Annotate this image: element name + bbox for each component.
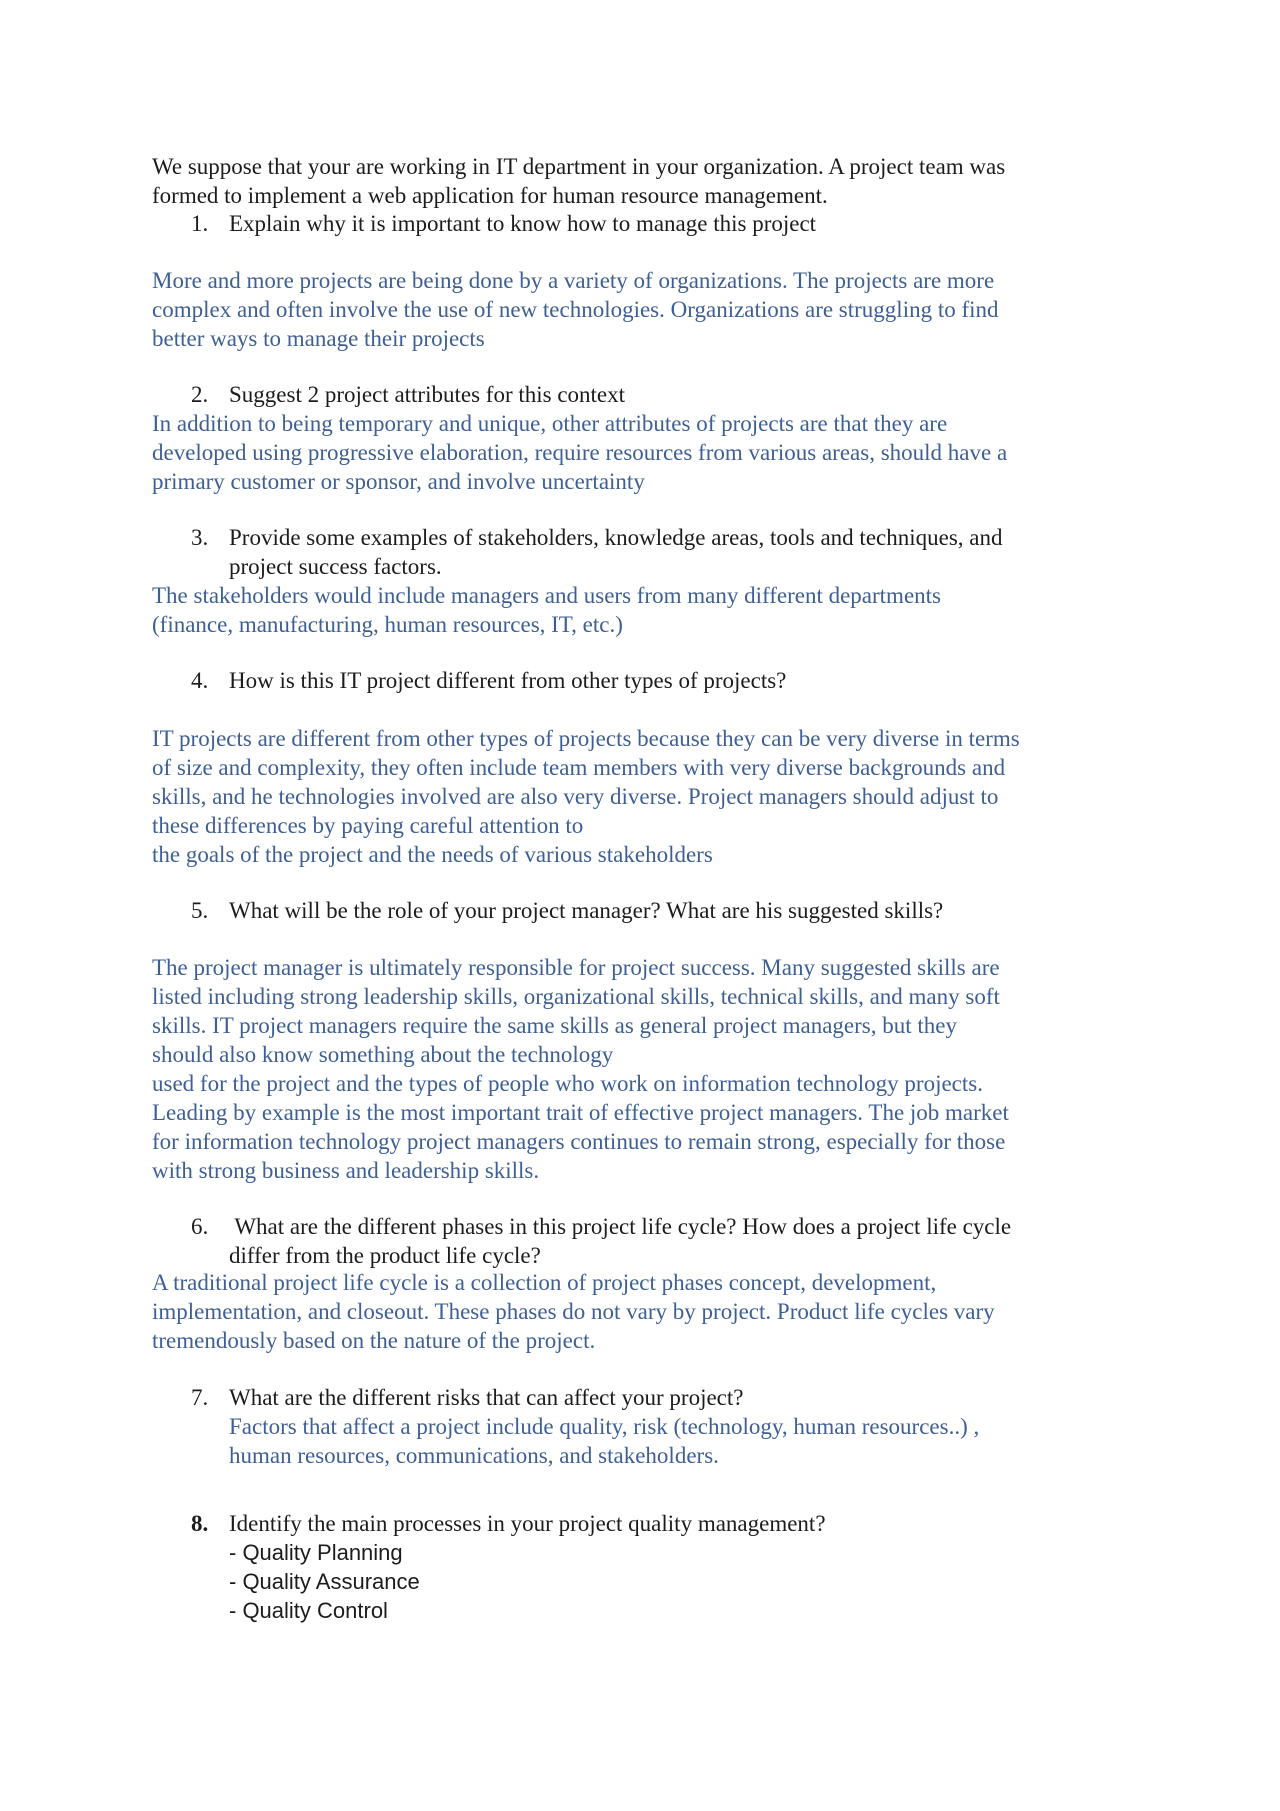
question-number: 3. (191, 525, 209, 550)
question-text: Identify the main processes in your project quality management? (229, 1511, 826, 1536)
answer-line: of size and complexity, they often include team members with very diverse backgrounds and (152, 755, 1006, 780)
answer-6 (152, 1268, 995, 1355)
answer-7 (229, 1412, 979, 1470)
question-text: differ from the product life cycle? (229, 1243, 541, 1268)
question-4 (191, 666, 787, 695)
answer-line: these differences by paying careful attention to (152, 813, 584, 838)
question-number: 5. (191, 898, 209, 923)
answer-line: primary customer or sponsor, and involve uncertainty (152, 469, 645, 494)
answer-line: used for the project and the types of people who work on information technology projects. (152, 1071, 983, 1096)
answer-line: complex and often involve the use of new technologies. Organizations are struggling to find (152, 297, 999, 322)
intro-line: formed to implement a web application for human resource management. (152, 183, 828, 208)
question-text: Explain why it is important to know how to manage this project (229, 211, 817, 236)
answer-line: Factors that affect a project include quality, risk (technology, human resources..) , (229, 1414, 980, 1439)
answer-line: In addition to being temporary and unique, other attributes of projects are that they are (152, 411, 948, 436)
answer-line: implementation, and closeout. These phases do not vary by project. Product life cycles vary (152, 1299, 995, 1324)
answer-line: The stakeholders would include managers and users from many different departments (152, 583, 941, 608)
answer-line: better ways to manage their projects (152, 326, 485, 351)
question-number: 7. (191, 1385, 209, 1410)
question-number: 6. (191, 1214, 209, 1239)
answer-line: skills. IT project managers require the same skills as general project managers, but they (152, 1013, 957, 1038)
question-text: Suggest 2 project attributes for this context (229, 382, 626, 407)
question-number: 4. (191, 668, 209, 693)
question-1 (191, 209, 817, 238)
list-item: - Quality Planning (229, 1540, 403, 1565)
answer-1 (152, 266, 999, 353)
question-text: project success factors. (229, 554, 442, 579)
answer-line: skills, and he technologies involved are also very diverse. Project managers should adjust to (152, 784, 999, 809)
answer-line: tremendously based on the nature of the project. (152, 1328, 596, 1353)
answer-2 (152, 409, 1007, 496)
question-8 (191, 1509, 826, 1538)
answer-line: Leading by example is the most important trait of effective project managers. The job market (152, 1100, 1009, 1125)
answer-line: the goals of the project and the needs of various stakeholders (152, 842, 713, 867)
question-7 (191, 1383, 744, 1412)
answer-line: (finance, manufacturing, human resources, IT, etc.) (152, 612, 623, 637)
question-text: What will be the role of your project manager? What are his suggested skills? (229, 898, 944, 923)
question-text: Provide some examples of stakeholders, knowledge areas, tools and techniques, and (229, 525, 1003, 550)
intro-line: We suppose that your are working in IT department in your organization. A project team was (152, 154, 1006, 179)
question-5 (191, 896, 944, 925)
question-text: How is this IT project different from other types of projects? (229, 668, 787, 693)
question-6 (191, 1212, 1012, 1270)
question-number: 1. (191, 211, 209, 236)
answer-line: with strong business and leadership skills. (152, 1158, 540, 1183)
answer-line: should also know something about the technology (152, 1042, 614, 1067)
answer-3 (152, 581, 941, 639)
answer-line: human resources, communications, and stakeholders. (229, 1443, 719, 1468)
answer-5 (152, 953, 1009, 1185)
question-text: What are the different phases in this project life cycle? How does a project life cycle (229, 1214, 1012, 1239)
list-item: - Quality Assurance (229, 1569, 420, 1594)
question-text: What are the different risks that can affect your project? (229, 1385, 744, 1410)
answer-line: for information technology project managers continues to remain strong, especially for those (152, 1129, 1006, 1154)
answer-line: developed using progressive elaboration, require resources from various areas, should have a (152, 440, 1008, 465)
question-3 (191, 523, 1003, 581)
answer-line: IT projects are different from other types of projects because they can be very diverse in terms (152, 726, 1020, 751)
question-number: 2. (191, 382, 209, 407)
answer-line: More and more projects are being done by a variety of organizations. The projects are more (152, 268, 995, 293)
answer-line: The project manager is ultimately responsible for project success. Many suggested skills are (152, 955, 1000, 980)
answer-line: listed including strong leadership skills, organizational skills, technical skills, and many soft (152, 984, 1000, 1009)
list-item: - Quality Control (229, 1598, 388, 1623)
question-2 (191, 380, 626, 409)
quality-process-list (229, 1538, 420, 1625)
answer-4 (152, 724, 1020, 869)
intro-paragraph (152, 152, 1005, 210)
question-number: 8. (191, 1511, 209, 1536)
answer-line: A traditional project life cycle is a collection of project phases concept, development, (152, 1270, 937, 1295)
